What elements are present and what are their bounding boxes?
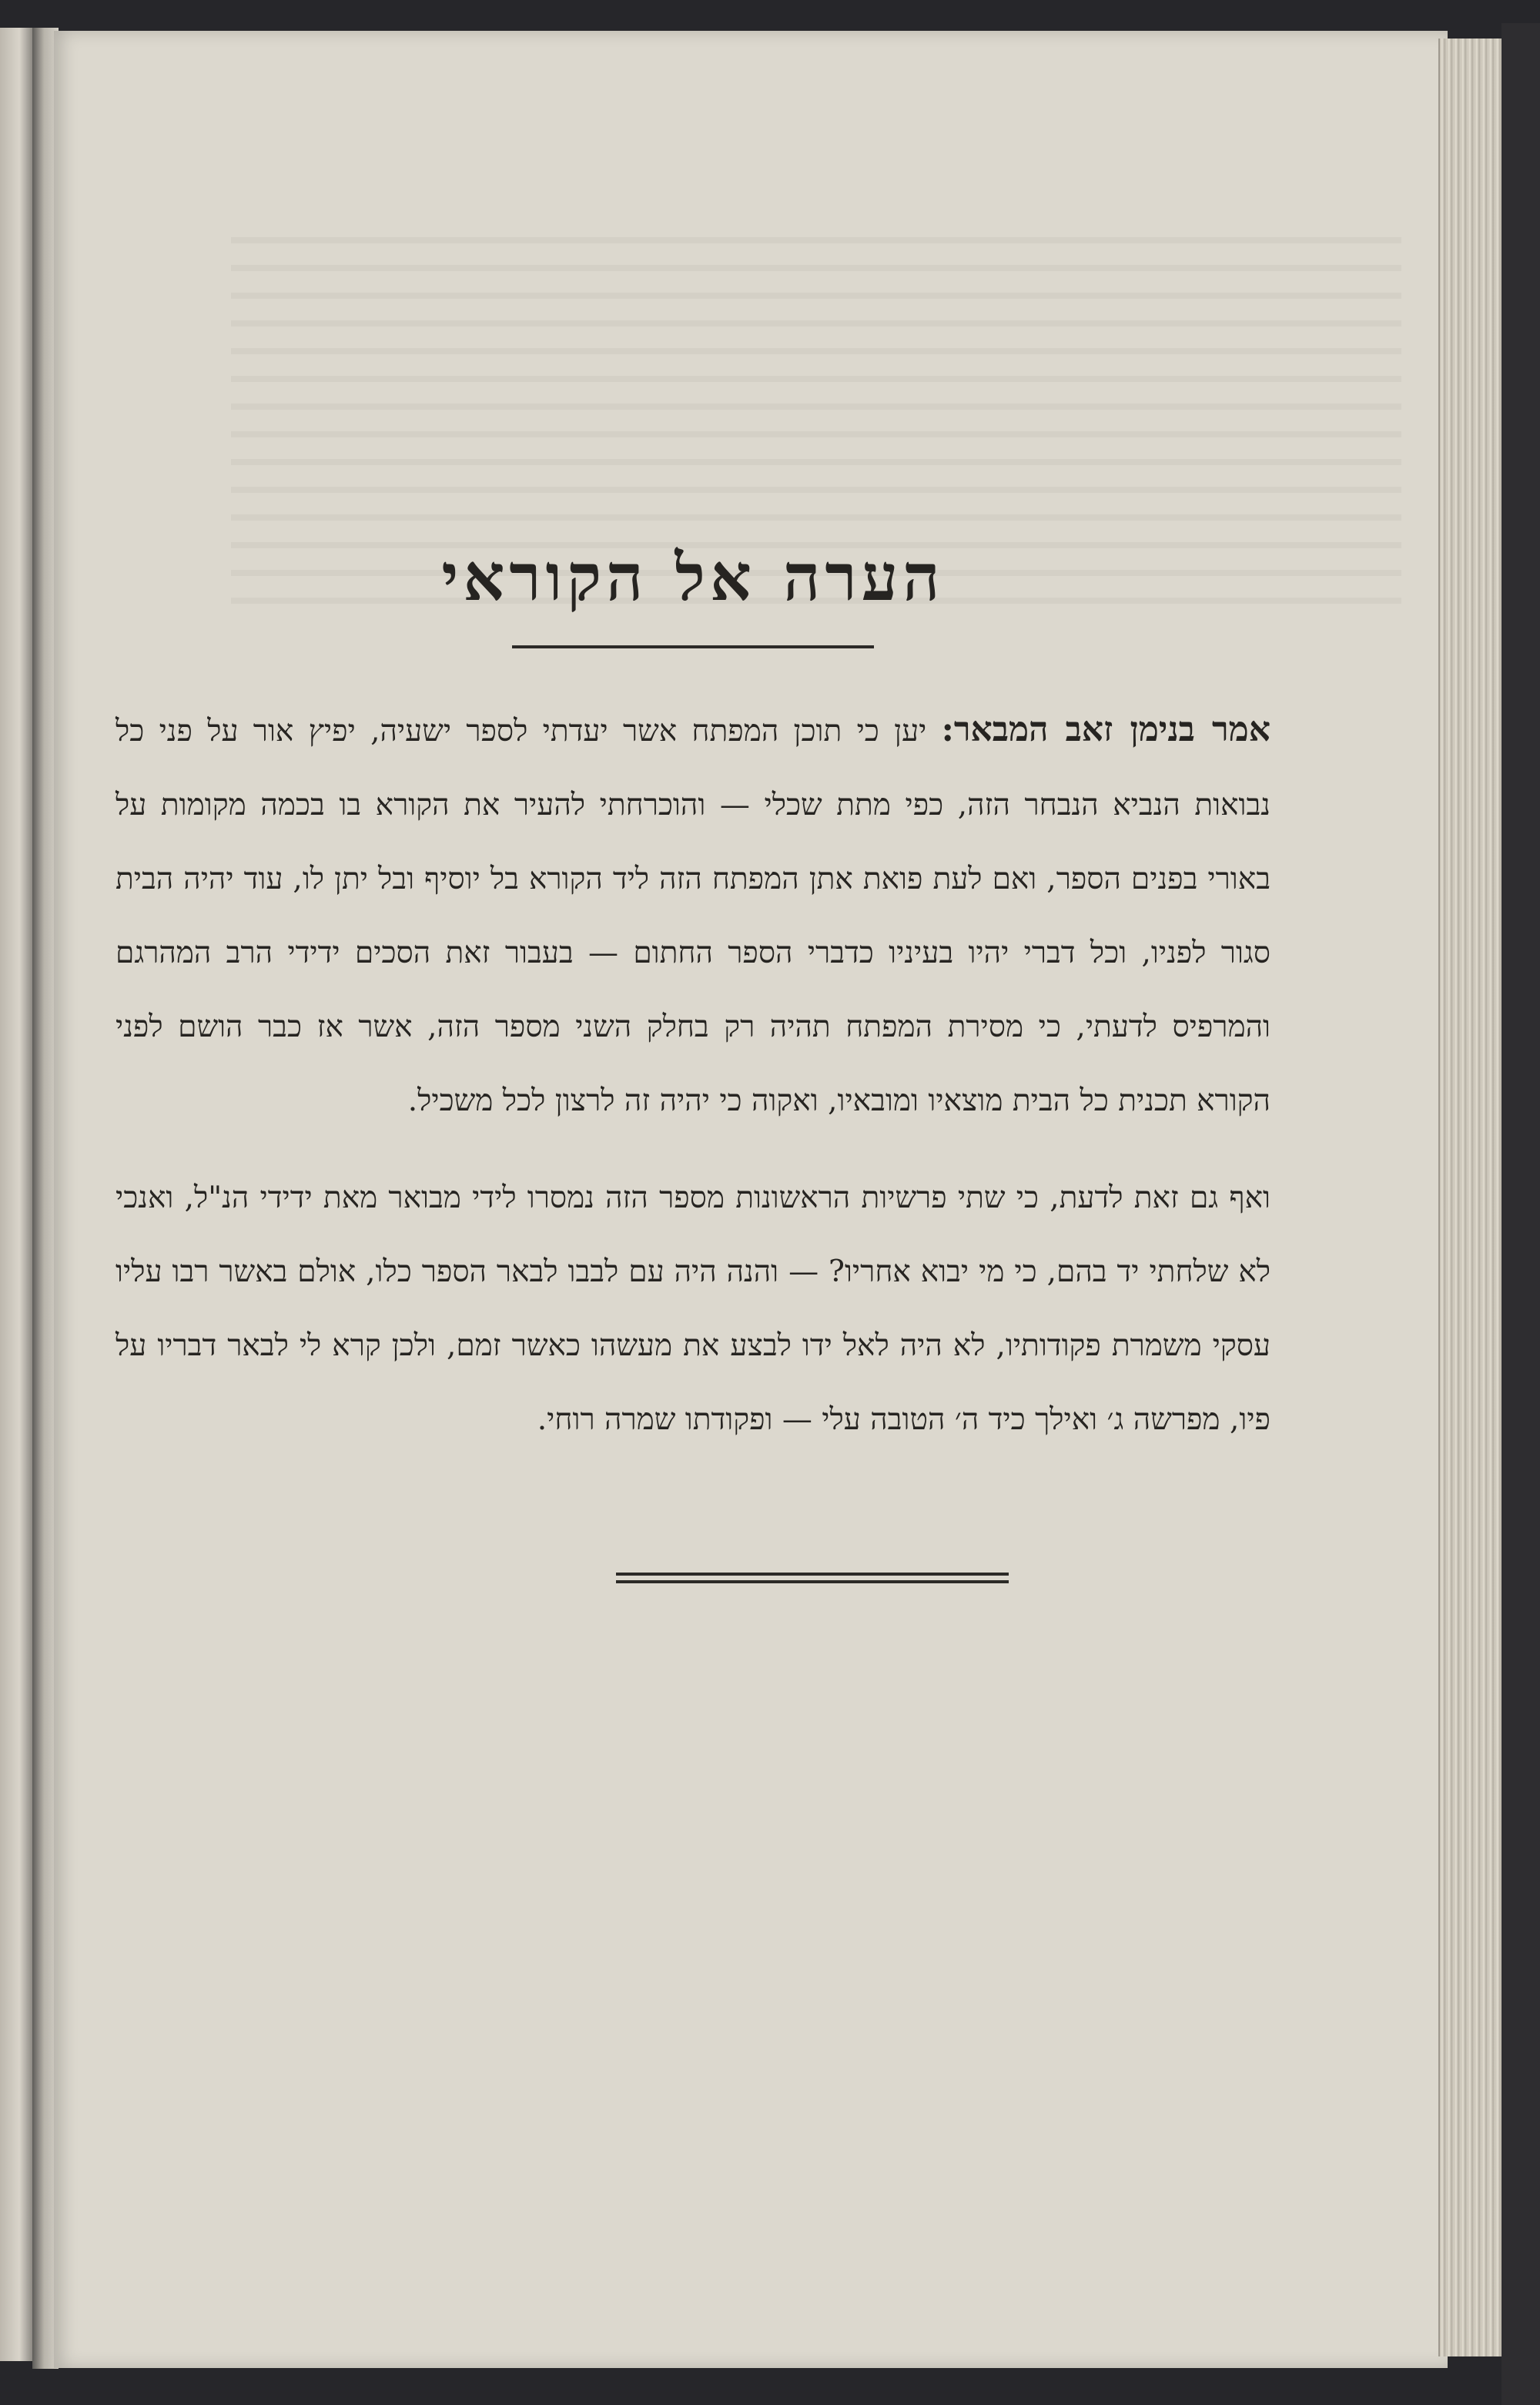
paragraph-2 bbox=[116, 1161, 1270, 1457]
rule-line bbox=[616, 1573, 1009, 1576]
title-underline bbox=[512, 645, 874, 648]
facing-page-edge bbox=[0, 28, 32, 2361]
paragraph-1 bbox=[116, 693, 1270, 1138]
closing-double-rule bbox=[616, 1573, 1009, 1583]
book-cover-edge bbox=[1502, 23, 1540, 2405]
page-content bbox=[116, 493, 1270, 1583]
paragraph-opening: אמר בנימן זאב המבאר: bbox=[941, 710, 1270, 749]
rule-line bbox=[616, 1580, 1009, 1583]
paragraph-text: יען כי תוכן המפתח אשר יעדתי לספר ישעיה, יפיץ אור על פני כל נבואות הנביא הנבחר הזה, כפי מתת שכלי — והוכרחתי להעיר את הקורא בו בכמה מקומות על באורי בפנים הספר, ואם לעת פואת אתן המפתח הזה ליד הקורא בל יוסיף ובל יתן לו, עוד יהיה הבית סגור לפניו, וכל דברי יהיו בעיניו כדברי הספר החתום — בעבור זאת הסכים ידידי הרב המהרגם והמרפיס לדעתי, כי מסירת המפתח תהיה רק בחלק השני מספר הזה, אשר אז כבר הושם לפני הקורא תכנית כל הבית מוצאיו ומובאיו, ואקוה כי יהיה זה לרצון לכל משכיל. bbox=[116, 714, 1270, 1118]
paragraph-text: ואף גם זאת לדעת, כי שתי פרשיות הראשונות מספר הזה נמסרו לידי מבואר מאת ידידי הנ"ל, ואנכי לא שלחתי יד בהם, כי מי יבוא אחריו? — והנה היה עם לבבו לבאר הספר כלו, אולם באשר רבו עליו עסקי משמרת פקודותיו, לא היה לאל ידו לבצע את מעשהו כאשר זמם, ולכן קרא לי לבאר דבריו על פיו, מפרשה ג׳ ואילך כיד ה׳ הטובה עלי — ופקודתו שמרה רוחי. bbox=[116, 1181, 1270, 1437]
page-title: הערה אל הקוראי bbox=[441, 539, 945, 615]
page-edges bbox=[1438, 39, 1506, 2356]
